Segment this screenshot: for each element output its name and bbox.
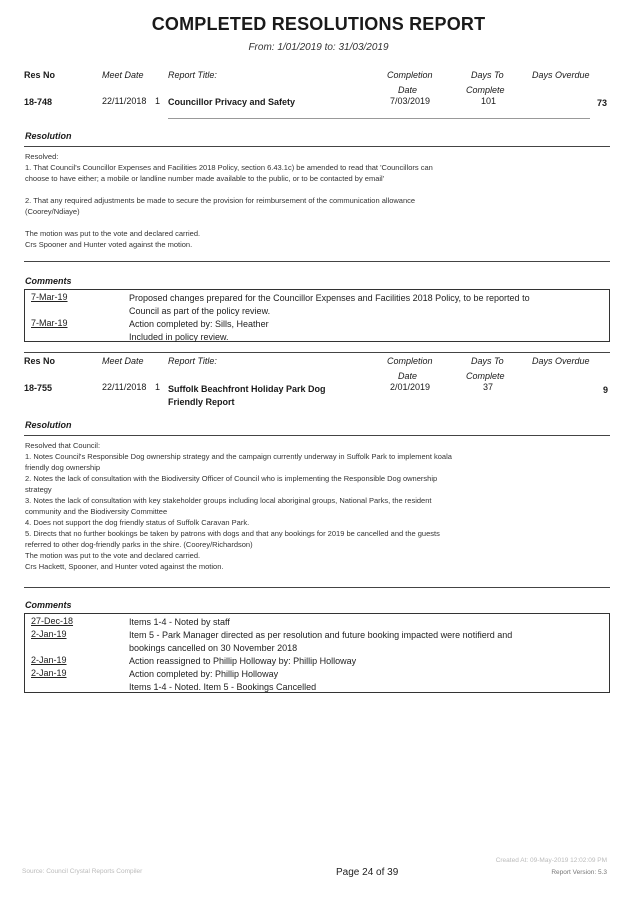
comment-line: Items 1-4 - Noted. Item 5 - Bookings Cancelled [129,682,317,692]
report-period: From: 1/01/2019 to: 31/03/2019 [248,42,389,53]
comment-text [129,616,230,629]
comment-line: bookings cancelled on 30 November 2018 [129,643,298,653]
report-title: COMPLETED RESOLUTIONS REPORT [151,14,486,34]
divider [24,587,610,588]
col-days-to: Days To [471,70,504,80]
days-to-complete: 37 [483,382,494,392]
resolution-line: 2. That any required adjustments be made to secure the provision for reimbursement of the communication allowance [25,196,416,205]
record-title: Councillor Privacy and Safety [168,97,296,107]
meet-date: 22/11/2018 [102,96,147,106]
comment-line: Council as part of the policy review. [129,306,271,316]
resolution-line [25,217,433,228]
col-res-no: Res No [24,70,56,80]
divider [168,118,590,119]
comments-box [24,289,610,342]
divider [24,146,610,147]
resolution-line: 2. Notes the lack of consultation with the Biodiversity Officer of Council who is implementing the Responsible Dog ownership [25,474,438,483]
col-days-overdue: Days Overdue [532,70,590,80]
record-title-line: Suffolk Beachfront Holiday Park Dog [168,384,326,394]
resolution-line: community and the Biodiversity Committee [25,507,168,516]
completion-date: 2/01/2019 [390,382,431,392]
comment-line: Proposed changes prepared for the Councillor Expenses and Facilities 2018 Policy, to be reported to [129,293,530,303]
resolution-line: 1. Notes Council's Responsible Dog ownership strategy and the campaign currently underway in Suffolk Park to implement koala [25,452,452,461]
resolution-text [25,440,452,572]
col-report-title: Report Title: [168,70,217,80]
comment-date: 7-Mar-19 [31,318,68,328]
resolution-line: 1. That Council's Councillor Expenses and Facilities 2018 Policy, section 6.43.1c) be amended to read that 'Councillors can [25,163,433,172]
resolution-line: friendly dog ownership [25,463,101,472]
comment-date: 2-Jan-19 [31,629,67,639]
resolution-line [25,184,433,195]
comments-box [24,613,610,693]
resolution-line: choose to have either; a mobile or landline number made available to the public, or to be contacted by email' [25,174,385,183]
comment-line: Action completed by: Sills, Heather [129,319,269,329]
resolution-line: 4. Does not support the dog friendly status of Suffolk Caravan Park. [25,518,250,527]
completion-date: 7/03/2019 [390,96,431,106]
resolution-line: (Coorey/Ndiaye) [25,207,80,216]
record-title [168,383,326,409]
footer-created: Created At: 09-May-2019 12:02:09 PM [495,857,607,864]
comment-text [129,629,512,655]
comment-text [129,655,356,668]
comments-label: Comments [25,600,72,610]
comment-line: Item 5 - Park Manager directed as per resolution and future booking impacted were notifierd and [129,630,513,640]
col-completion: Completion [387,70,433,80]
item-no: 1 [155,96,161,106]
record-title-line: Friendly Report [168,397,235,407]
col-completion-date: Date [398,85,418,95]
divider [24,435,610,436]
col-days-to: Days To [471,356,504,366]
col-meet-date: Meet Date [102,70,144,80]
resolution-line: Crs Spooner and Hunter voted against the motion. [25,240,193,249]
divider [24,261,610,262]
resolution-line: Crs Hackett, Spooner, and Hunter voted against the motion. [25,562,224,571]
resolution-line: Resolved: [25,152,59,161]
resolution-line: 3. Notes the lack of consultation with key stakeholder groups including local aboriginal groups, National Parks, the resident [25,496,432,505]
res-no: 18-755 [24,383,53,393]
comment-line: Items 1-4 - Noted by staff [129,617,230,627]
resolution-label: Resolution [25,131,72,141]
res-no: 18-748 [24,97,53,107]
page-number: Page 24 of 39 [336,867,399,878]
col-days-overdue: Days Overdue [532,356,590,366]
comment-line: Action completed by: Phillip Holloway [129,669,279,679]
resolution-line: Resolved that Council: [25,441,101,450]
comments-label: Comments [25,276,72,286]
col-res-no: Res No [24,356,56,366]
resolution-label: Resolution [25,420,72,430]
comment-text [129,668,316,694]
col-completion-date: Date [398,371,418,381]
col-report-title: Report Title: [168,356,217,366]
resolution-line: 5. Directs that no further bookings be taken by patrons with dogs and that any bookings for 2019 be cancelled and the guests [25,529,440,538]
col-days-complete: Complete [466,371,505,381]
col-completion: Completion [387,356,433,366]
item-no: 1 [155,382,161,392]
col-meet-date: Meet Date [102,356,144,366]
comment-date: 2-Jan-19 [31,655,67,665]
divider [24,352,610,353]
days-overdue: 73 [597,98,608,108]
days-overdue: 9 [603,385,609,395]
resolution-line: The motion was put to the vote and declared carried. [25,551,201,560]
comment-date: 7-Mar-19 [31,292,68,302]
comment-date: 27-Dec-18 [31,616,74,626]
resolution-line: The motion was put to the vote and declared carried. [25,229,201,238]
comment-text [129,292,530,318]
comment-line: Action reassigned to Phillip Holloway by: Phillip Holloway [129,656,357,666]
resolution-line: referred to other dog-friendly parks in the shire. (Coorey/Richardson) [25,540,253,549]
col-days-complete: Complete [466,85,505,95]
comment-line: Included in policy review. [129,332,229,342]
resolution-line: strategy [25,485,52,494]
comment-date: 2-Jan-19 [31,668,67,678]
footer-source: Source: Council Crystal Reports Compiler [22,868,143,875]
comment-text [129,318,269,344]
meet-date: 22/11/2018 [102,382,147,392]
days-to-complete: 101 [481,96,497,106]
resolution-text [25,151,433,250]
footer-version: Report Version: 5.3 [551,869,607,876]
